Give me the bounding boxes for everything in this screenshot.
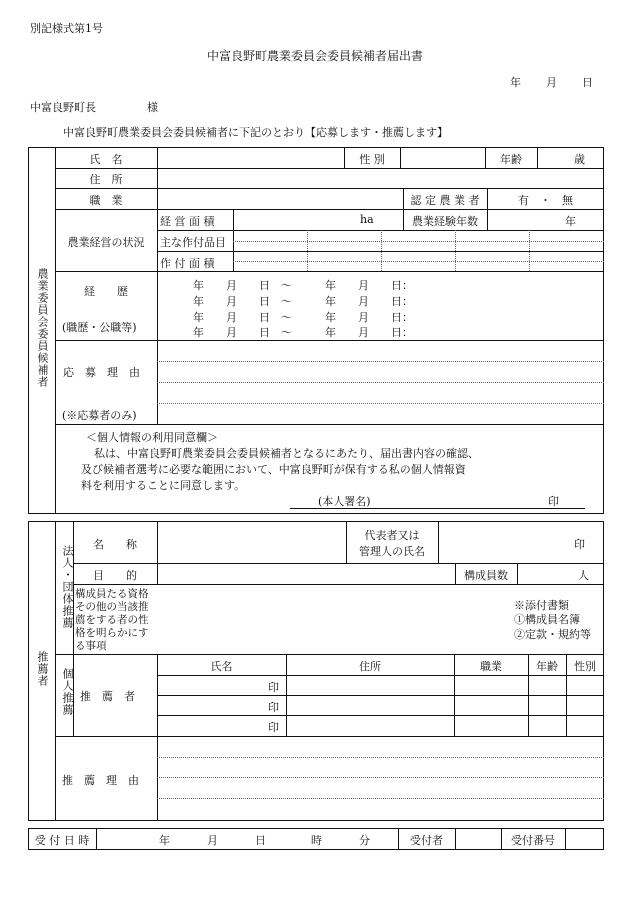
- address-label: 住 所: [89, 173, 123, 186]
- attach-2: ②定款・規約等: [514, 628, 591, 641]
- reason-sub-label: (※応募者のみ): [62, 409, 137, 422]
- occupation-field[interactable]: [160, 189, 400, 209]
- certified-choice[interactable]: 有 ・ 無: [518, 194, 573, 207]
- row3-seal: 印: [268, 721, 279, 734]
- reason-label: 応 募 理 由: [63, 366, 140, 379]
- career-row-4[interactable]: 年 月 日 ～ 年 月 日：: [193, 326, 413, 339]
- col-address: 住所: [359, 660, 381, 673]
- footer-minute: 分: [359, 834, 370, 847]
- qual-line-3: 薦をする者の性: [75, 614, 149, 626]
- qual-line-1: 構成員たる資格: [75, 588, 149, 600]
- career-sub-label: (職歴・公職等): [62, 321, 137, 334]
- intro-text: 中富良野町農業委員会委員候補者に下記のとおり【応募します・推薦します】: [63, 126, 448, 139]
- candidate-side-label: 農業委員会委員候補者: [36, 268, 49, 388]
- corp-name-label: 名 称: [93, 538, 137, 551]
- years-label: 農業経験年数: [412, 215, 478, 228]
- qual-line-2: その他の当該推: [75, 601, 149, 613]
- consent-line-3: 料を利用することに同意します。: [81, 479, 246, 492]
- farm-status-label: 農業経営の状況: [67, 236, 145, 249]
- footer-hour: 時: [311, 834, 322, 847]
- sex-label: 性 別: [359, 153, 385, 166]
- footer-month: 月: [207, 834, 218, 847]
- area-label: 経 営 面 積: [160, 215, 215, 228]
- attach-title: ※添付書類: [514, 599, 569, 612]
- form-number: 別記様式第1号: [30, 22, 103, 35]
- col-name: 氏名: [210, 660, 233, 673]
- receiver-label: 受付者: [410, 834, 443, 847]
- individual-recommend-label: 個人推薦: [61, 668, 74, 716]
- signature-seal: 印: [548, 495, 559, 508]
- date-month: 月: [546, 76, 557, 89]
- consent-line-1: 私は、中富良野町農業委員会委員候補者となるにあたり、届出書内容の確認、: [94, 447, 479, 460]
- career-label: 経 歴: [84, 285, 128, 298]
- years-unit: 年: [565, 215, 576, 228]
- document-title: 中富良野町農業委員会委員候補者届出書: [206, 49, 423, 63]
- footer-year: 年: [159, 834, 170, 847]
- number-label: 受付番号: [511, 834, 555, 847]
- receiver-field[interactable]: [457, 829, 499, 849]
- age-label: 年齢: [500, 153, 522, 166]
- recommend-reason-field[interactable]: [160, 738, 602, 819]
- recommend-reason-label: 推 薦 理 由: [62, 774, 139, 787]
- crops-label: 主な作付品目: [160, 236, 226, 249]
- area-unit: ha: [360, 213, 374, 226]
- qual-line-5: る事項: [75, 640, 107, 652]
- number-field[interactable]: [567, 829, 602, 849]
- addressee: 中富良野町長: [30, 101, 96, 114]
- sex-field[interactable]: [402, 148, 484, 168]
- consent-title: ＜個人情報の利用同意欄＞: [86, 431, 218, 444]
- col-age: 年齢: [536, 660, 558, 673]
- rep-seal: 印: [574, 538, 585, 551]
- signature-label: (本人署名): [318, 495, 371, 508]
- consent-line-2: 及び候補者選考に必要な範囲において、中富良野町が保有する私の個人情報資: [81, 463, 466, 476]
- crop-area-label: 作 付 面 積: [160, 257, 215, 270]
- age-unit: 歳: [574, 153, 585, 166]
- date-year: 年: [510, 76, 521, 89]
- address-field[interactable]: [160, 169, 600, 188]
- rep-label-line-2: 管理人の氏名: [359, 545, 425, 558]
- members-label: 構成員数: [464, 569, 508, 582]
- signature-line[interactable]: [290, 508, 585, 509]
- occupation-label: 職 業: [89, 194, 123, 207]
- members-unit: 人: [578, 569, 589, 582]
- purpose-field[interactable]: [160, 564, 452, 584]
- rep-label-line-1: 代表者又は: [364, 529, 420, 542]
- date-day: 日: [582, 76, 593, 89]
- qual-line-4: 格を明らかにす: [75, 627, 149, 639]
- corp-recommend-label: 法人・団体推薦: [61, 545, 74, 629]
- certified-label: 認 定 農 業 者: [410, 194, 480, 207]
- corp-name-field[interactable]: [160, 523, 344, 562]
- recommender-label: 推 薦 者: [80, 690, 135, 703]
- col-job: 職業: [480, 660, 502, 673]
- received-date-label: 受 付 日 時: [34, 834, 90, 847]
- name-label: 氏 名: [89, 153, 123, 166]
- career-row-2[interactable]: 年 月 日 ～ 年 月 日：: [193, 295, 413, 308]
- name-field[interactable]: [160, 148, 344, 168]
- footer-day: 日: [255, 834, 266, 847]
- qual-field[interactable]: [160, 586, 500, 652]
- attach-1: ①構成員名簿: [514, 613, 580, 626]
- col-sex: 性別: [574, 660, 596, 673]
- career-row-1[interactable]: 年 月 日 ～ 年 月 日：: [193, 279, 413, 292]
- row1-seal: 印: [268, 681, 279, 694]
- honorific: 様: [147, 101, 158, 114]
- recommender-side-label: 推薦者: [36, 651, 49, 687]
- purpose-label: 目 的: [93, 569, 137, 582]
- row2-seal: 印: [268, 701, 279, 714]
- career-row-3[interactable]: 年 月 日 ～ 年 月 日：: [193, 311, 413, 324]
